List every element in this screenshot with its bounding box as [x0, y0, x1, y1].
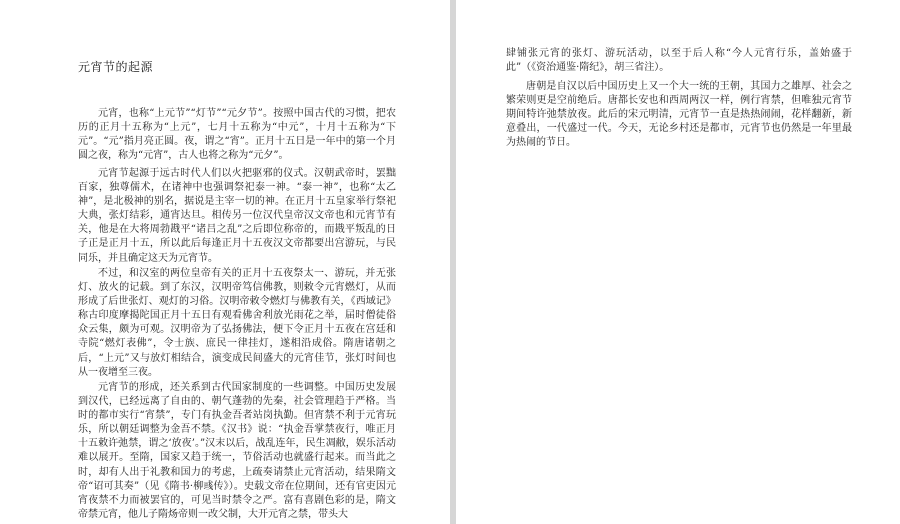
document-page-right [456, 0, 900, 524]
article-title: 元宵节的起源 [78, 60, 154, 74]
paragraph-2: 元宵节起源于远古时代人们以火把驱邪的仪式。汉朝武帝时，罢黜百家，独尊儒术，在诸神中也强调祭祀泰一神。“泰一神”，也称“太乙神”，是北极神的别名，据说是主宰一切的神。在正月十五皇家举行祭祀大典，张灯结彩，通宵达旦。相传另一位汉代皇帝汉文帝也和元宵节有关，他是在大将周勃戡平“诸吕之乱”之后即位称帝的，而戡平叛乱的日子正是正月十五，所以此后每逢正月十五夜汉文帝都要出宫游玩，与民同乐，并且确定这天为元宵节。 [78, 168, 396, 264]
paragraph-5: 唐朝是自汉以后中国历史上又一个大一统的王朝，其国力之雄厚、社会之繁荣则更是空前绝后。唐都长安也和西周两汉一样，例行宵禁，但唯独元宵节期间特许弛禁放夜。此后的宋元明清，元宵节一直是热热闹闹，花样翻新，新意叠出，一代盛过一代。今天，无论乡村还是都市，元宵节也仍然是一年里最为热闹的节日。 [506, 81, 852, 149]
paragraph-continued: 肆铺张元宵的张灯、游玩活动，以至于后人称“今人元宵行乐，盖始盛于此”（《资治通鉴·隋纪》，胡三省注）。 [506, 48, 852, 74]
paragraph-3: 不过，和汉室的两位皇帝有关的正月十五夜祭太一、游玩，并无张灯、放火的记载。到了东汉，汉明帝笃信佛教，则敕令元宵燃灯，从而形成了后世张灯、观灯的习俗。汉明帝敕令燃灯与佛教有关，《西域记》称古印度摩揭陀国正月十五日有观看佛舍利放光雨花之举，届时僧徒俗众云集，颇为可观。汉明帝为了弘扬佛法，便下令正月十五夜在宫廷和寺院“燃灯表佛”，令士族、庶民一律挂灯，遂相沿成俗。隋唐诸朝之后，“上元”又与放灯相结合，演变成民间盛大的元宵佳节，张灯时间也从一夜增至三夜。 [78, 268, 396, 378]
paragraph-1: 元宵，也称“上元节”“灯节”“元夕节”。按照中国古代的习惯，把农历的正月十五称为“上元”，七月十五称为“中元”，十月十五称为“下元”。“元”指月亮正圆。夜，谓之“宵”。正月十五日是一年中的第一个月圆之夜，称为“元宵”，古人也将之称为“元夕”。 [78, 108, 396, 162]
paragraph-4: 元宵节的形成，还关系到古代国家制度的一些调整。中国历史发展到汉代，已经远离了自由的、朝气蓬勃的先秦，社会管理趋于严格。当时的都市实行“宵禁”，专门有执金吾者站岗执勤。但宵禁不利于元宵玩乐，所以朝廷调整为金吾不禁。《汉书》说：“执金吾掌禁夜行，唯正月十五敕许弛禁，谓之‘放夜’。”汉末以后，战乱连年，民生凋敝，娱乐活动难以展开。至隋，国家又趋于统一，节俗活动也就盛行起来。而当此之时，却有人出于礼教和国力的考虑，上疏奏请禁止元宵活动，结果隋文帝“诏可其奏”（见《隋书·柳彧传》）。史载文帝在位期间，还有官吏因元宵夜禁不力而被罢官的，可见当时禁令之严。富有喜剧色彩的是，隋文帝禁元宵，他儿子隋炀帝则一改父制，大开元宵之禁，带头大 [78, 382, 396, 520]
